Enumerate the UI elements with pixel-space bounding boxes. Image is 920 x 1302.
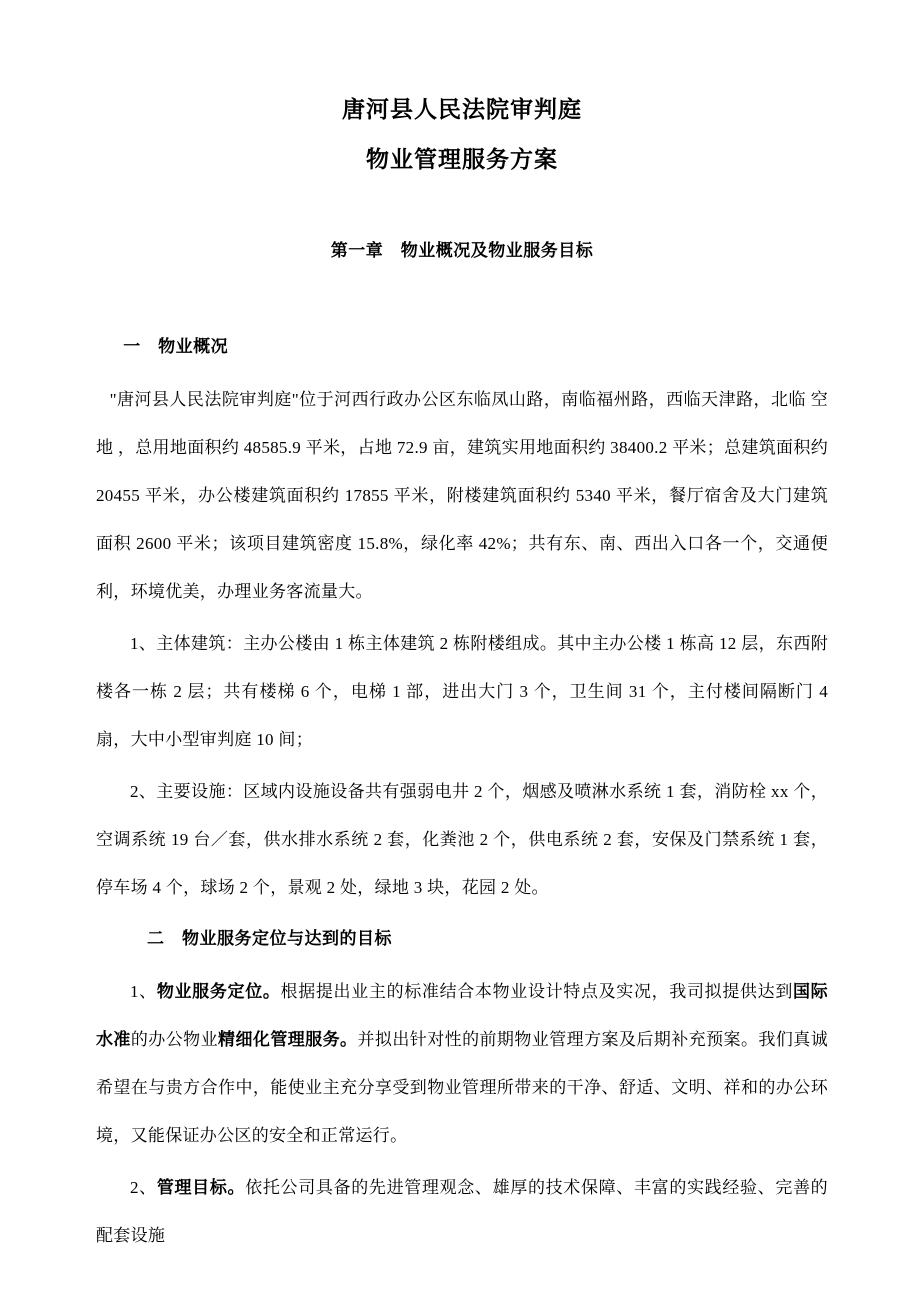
paragraph-service-positioning bbox=[96, 968, 828, 1160]
positioning-bold-refined-management: 精细化管理服务。 bbox=[218, 1030, 358, 1049]
document-title-line-1: 唐河县人民法院审判庭 bbox=[342, 96, 582, 122]
positioning-list-number: 1、 bbox=[130, 982, 157, 1001]
paragraph-main-facilities: 2、主要设施：区域内设施设备共有强弱电井 2 个，烟感及喷淋水系统 1 套，消防栓 xx 个，空调系统 19 台／套，供水排水系统 2 套，化粪池 2 个，供电系统 2 套，安保及门禁系统 1 套，停车场 4 个，球场 2 个，景观 2 处，绿地 3 块，花园 2 处。 bbox=[96, 782, 828, 897]
paragraph-main-buildings: 1、主体建筑：主办公楼由 1 栋主体建筑 2 栋附楼组成。其中主办公楼 1 栋高 12 层，东西附楼各一栋 2 层；共有楼梯 6 个，电梯 1 部，进出大门 3 个，卫生间 31 个，主付楼间隔断门 4 扇，大中小型审判庭 10 间； bbox=[96, 634, 828, 749]
goals-text: 依托公司具备的先进管理观念、雄厚的技术保障、丰富的实践经验、完善的配套设施 bbox=[96, 1178, 828, 1245]
chapter-heading: 第一章 物业概况及物业服务目标 bbox=[330, 241, 594, 260]
positioning-text-3: 并拟出针对性的前期物业管理方案及后期补充预案。我们真诚希望在与贵方合作中，能使业主充分享受到物业管理所带来的干净、舒适、文明、祥和的办公环境，又能保证办公区的安全和正常运行。 bbox=[96, 1030, 828, 1145]
section-2-heading: 二 物业服务定位与达到的目标 bbox=[147, 929, 392, 948]
goals-list-number: 2、 bbox=[130, 1178, 157, 1197]
paragraph-management-goals bbox=[96, 1164, 828, 1260]
document-title-line-2: 物业管理服务方案 bbox=[366, 146, 558, 172]
paragraph-property-overview: "唐河县人民法院审判庭"位于河西行政办公区东临凤山路，南临福州路，西临天津路，北临 空地 ，总用地面积约 48585.9 平米，占地 72.9 亩，建筑实用地面积约 38400.2 平米；总建筑面积约 20455 平米，办公楼建筑面积约 17855 平米，附楼建筑面积约 5340 平米，餐厅宿舍及大门建筑面积 2600 平米；该项目建筑密度 15.8%，绿化率 42%；共有东、南、西出入口各一个，交通便利，环境优美，办理业务客流量大。 bbox=[96, 390, 828, 601]
section-1-heading: 一 物业概况 bbox=[123, 337, 229, 356]
positioning-bold-international-standard: 国际水准 bbox=[96, 982, 828, 1049]
positioning-term-bold: 物业服务定位。 bbox=[156, 982, 281, 1001]
positioning-text-2: 的办公物业 bbox=[130, 1030, 219, 1049]
positioning-text-1: 根据提出业主的标准结合本物业设计特点及实况，我司拟提供达到 bbox=[280, 982, 794, 1001]
goals-term-bold: 管理目标。 bbox=[156, 1178, 246, 1197]
